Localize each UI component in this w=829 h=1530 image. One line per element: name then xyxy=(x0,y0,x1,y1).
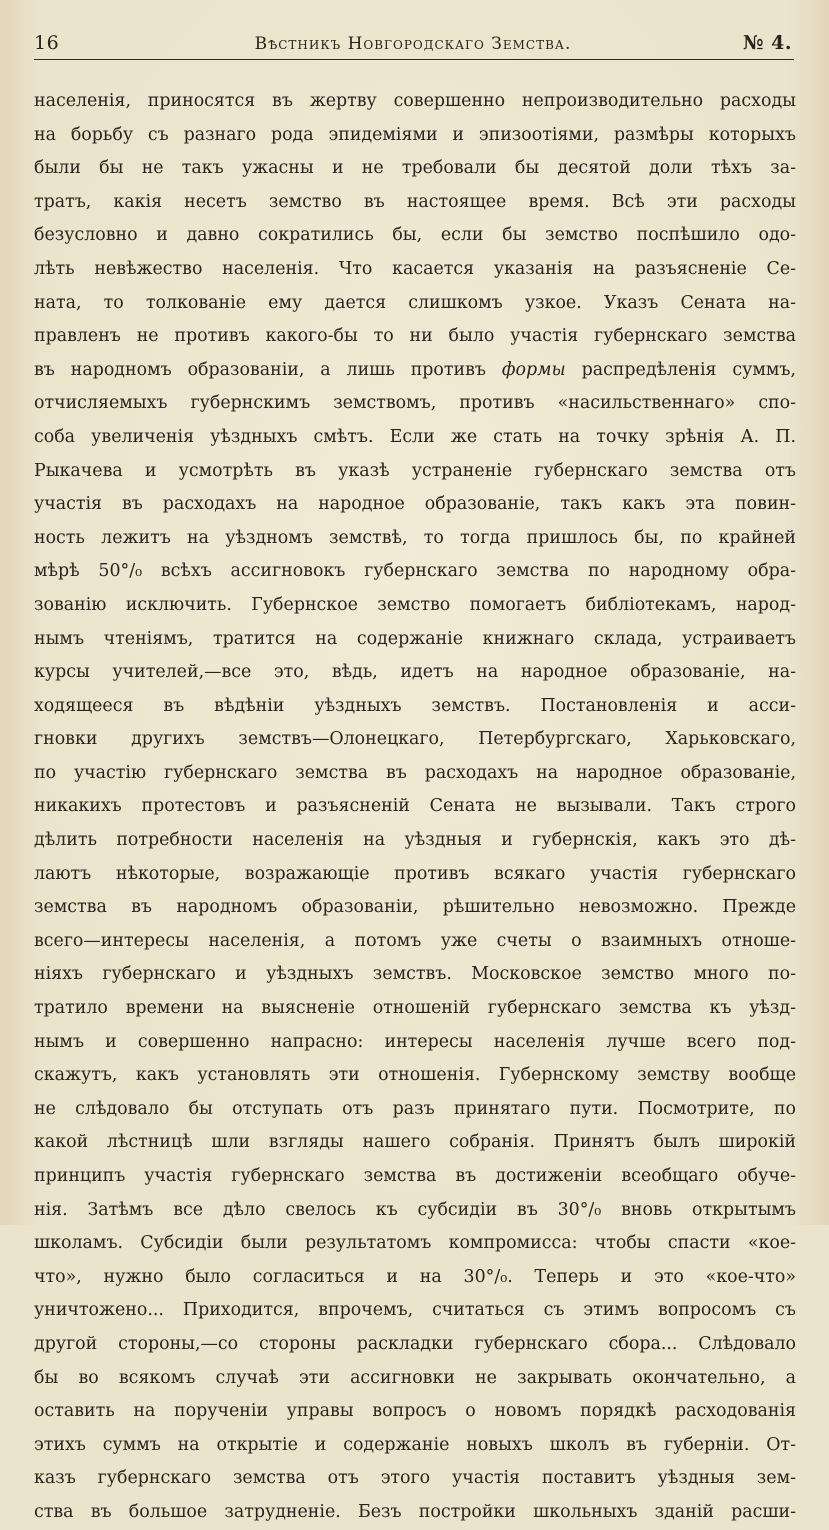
text-run: дѣлить потребности населенія на уѣздныя и губернскія, какъ это дѣ- xyxy=(34,830,796,851)
text-run: ната, то толкованіе ему дается слишкомъ узкое. Указъ Сената на- xyxy=(34,292,796,313)
text-line xyxy=(34,219,796,253)
text-run: земства въ народномъ образованіи, рѣшительно невозможно. Прежде xyxy=(34,897,796,918)
text-run: другой стороны,—со стороны раскладки губернскаго сбора... Слѣдовало xyxy=(34,1333,796,1354)
text-line xyxy=(34,455,796,489)
text-run: ходящееся въ вѣдѣніи уѣздныхъ земствъ. Постановленія и асси- xyxy=(34,695,796,716)
text-run: нымъ чтеніямъ, тратится на содержаніе книжнаго склада, устраиваетъ xyxy=(34,628,796,649)
text-run: соба увеличенія уѣздныхъ смѣтъ. Если же стать на точку зрѣнія А. П. xyxy=(34,426,796,447)
text-line xyxy=(34,320,796,354)
text-line xyxy=(34,589,796,623)
text-line xyxy=(34,790,796,824)
text-run: ства въ большое затрудненіе. Безъ постройки школьныхъ зданій расши- xyxy=(34,1501,796,1522)
text-line xyxy=(34,1462,796,1496)
text-line xyxy=(34,757,796,791)
text-line xyxy=(34,1126,796,1160)
text-line xyxy=(34,1160,796,1194)
text-line xyxy=(34,925,796,959)
text-run: нымъ и совершенно напрасно: интересы населенія лучше всего под- xyxy=(34,1031,796,1052)
text-run: курсы учителей,—все это, вѣдь, идетъ на народное образованіе, на- xyxy=(34,662,796,683)
text-line xyxy=(34,85,796,119)
text-line xyxy=(34,287,796,321)
text-run: мѣрѣ 50°/₀ всѣхъ ассигновокъ губернскаго земства по народному обра- xyxy=(34,561,796,582)
body-text xyxy=(34,85,796,1530)
text-line xyxy=(34,1328,796,1362)
text-run: были бы не такъ ужасны и не требовали бы десятой доли тѣхъ за- xyxy=(34,158,796,179)
text-line xyxy=(34,1026,796,1060)
emphasized-word: формы xyxy=(501,359,566,380)
text-run: школамъ. Субсидіи были результатомъ компромисса: чтобы спасти «кое- xyxy=(34,1233,796,1254)
text-line xyxy=(34,387,796,421)
text-run: въ народномъ образованіи, а лишь противъ xyxy=(34,359,502,380)
running-head xyxy=(34,30,792,62)
text-run: участія въ расходахъ на народное образованіе, такъ какъ эта повин- xyxy=(34,494,796,515)
text-run: какой лѣстницѣ шли взгляды нашего собранія. Принятъ былъ широкій xyxy=(34,1132,796,1153)
text-run: правленъ не противъ какого-бы то ни было участія губернскаго земства xyxy=(34,326,796,347)
text-run: Рыкачева и усмотрѣть въ указѣ устраненіе губернскаго земства отъ xyxy=(34,460,796,481)
text-line xyxy=(34,119,796,153)
text-run: казъ губернскаго земства отъ этого участія поставитъ уѣздныя зем- xyxy=(34,1468,796,1489)
text-line xyxy=(34,690,796,724)
text-run: гновки другихъ земствъ—Олонецкаго, Петербургскаго, Харьковскаго, xyxy=(34,729,796,750)
text-run: распредѣленія суммъ, xyxy=(565,359,796,380)
text-line xyxy=(34,1194,796,1228)
journal-title: Вѣстникъ Новгородскаго Земства. xyxy=(254,34,572,54)
text-line xyxy=(34,723,796,757)
text-run: ніяхъ губернскаго и уѣздныхъ земствъ. Московское земство много по- xyxy=(34,964,796,985)
text-line xyxy=(34,992,796,1026)
text-line xyxy=(34,555,796,589)
text-line xyxy=(34,1294,796,1328)
text-run: лаютъ нѣкоторые, возражающіе противъ всякаго участія губернскаго xyxy=(34,863,796,884)
text-run: не слѣдовало бы отступать отъ разъ принятаго пути. Посмотрите, по xyxy=(34,1098,796,1119)
text-run: никакихъ протестовъ и разъясненій Сената не вызывали. Такъ строго xyxy=(34,796,796,817)
text-line xyxy=(34,1093,796,1127)
text-line xyxy=(34,1261,796,1295)
text-line xyxy=(34,1395,796,1429)
text-run: на борьбу съ разнаго рода эпидеміями и эпизоотіями, размѣры которыхъ xyxy=(34,124,796,145)
header-rule xyxy=(34,59,794,60)
text-line xyxy=(34,1496,796,1530)
text-line xyxy=(34,354,796,388)
text-line xyxy=(34,1429,796,1463)
text-run: ность лежитъ на уѣздномъ земствѣ, то тогда пришлось бы, по крайней xyxy=(34,527,796,548)
text-run: скажутъ, какъ установлять эти отношенія. Губернскому земству вообще xyxy=(34,1065,796,1086)
text-run: лѣть невѣжество населенія. Что касается указанія на разъясненіе Се- xyxy=(34,258,796,279)
text-line xyxy=(34,958,796,992)
text-run: безусловно и давно сократились бы, если бы земство поспѣшило одо- xyxy=(34,225,796,246)
text-line xyxy=(34,253,796,287)
text-run: оставить на порученіи управы вопросъ о новомъ порядкѣ расходованія xyxy=(34,1401,796,1422)
text-line xyxy=(34,824,796,858)
text-run: отчисляемыхъ губернскимъ земствомъ, противъ «насильственнаго» спо- xyxy=(34,393,796,414)
text-line xyxy=(34,623,796,657)
text-run: бы во всякомъ случаѣ эти ассигновки не закрывать окончательно, а xyxy=(34,1367,796,1388)
text-run: уничтожено... Приходится, впрочемъ, считаться съ этимъ вопросомъ съ xyxy=(34,1300,796,1321)
text-run: тратило времени на выясненіе отношеній губернскаго земства къ уѣзд- xyxy=(34,998,796,1019)
text-line xyxy=(34,858,796,892)
text-line xyxy=(34,186,796,220)
text-line xyxy=(34,522,796,556)
text-run: этихъ суммъ на открытіе и содержаніе новыхъ школъ въ губерніи. От- xyxy=(34,1434,796,1455)
text-run: нія. Затѣмъ все дѣло свелось къ субсидіи въ 30°/₀ вновь открытымъ xyxy=(34,1199,796,1220)
text-line xyxy=(34,152,796,186)
text-line xyxy=(34,656,796,690)
issue-number: № 4. xyxy=(742,32,792,54)
text-run: населенія, приносятся въ жертву совершенно непроизводительно расходы xyxy=(34,91,796,111)
text-line xyxy=(34,891,796,925)
text-line xyxy=(34,1227,796,1261)
text-line xyxy=(34,1059,796,1093)
text-run: что», нужно было согласиться и на 30°/₀. Теперь и это «кое-что» xyxy=(34,1266,796,1287)
text-line xyxy=(34,1362,796,1396)
text-line xyxy=(34,488,796,522)
text-run: зованію исключить. Губернское земство помогаетъ библіотекамъ, народ- xyxy=(34,594,796,615)
page-number: 16 xyxy=(34,32,60,54)
text-line xyxy=(34,421,796,455)
text-run: всего—интересы населенія, а потомъ уже счеты о взаимныхъ отноше- xyxy=(34,930,796,951)
text-run: тратъ, какія несетъ земство въ настоящее время. Всѣ эти расходы xyxy=(34,191,796,212)
text-run: по участію губернскаго земства въ расходахъ на народное образованіе, xyxy=(34,762,796,783)
text-run: принципъ участія губернскаго земства въ достиженіи всеобщаго обуче- xyxy=(34,1166,796,1186)
